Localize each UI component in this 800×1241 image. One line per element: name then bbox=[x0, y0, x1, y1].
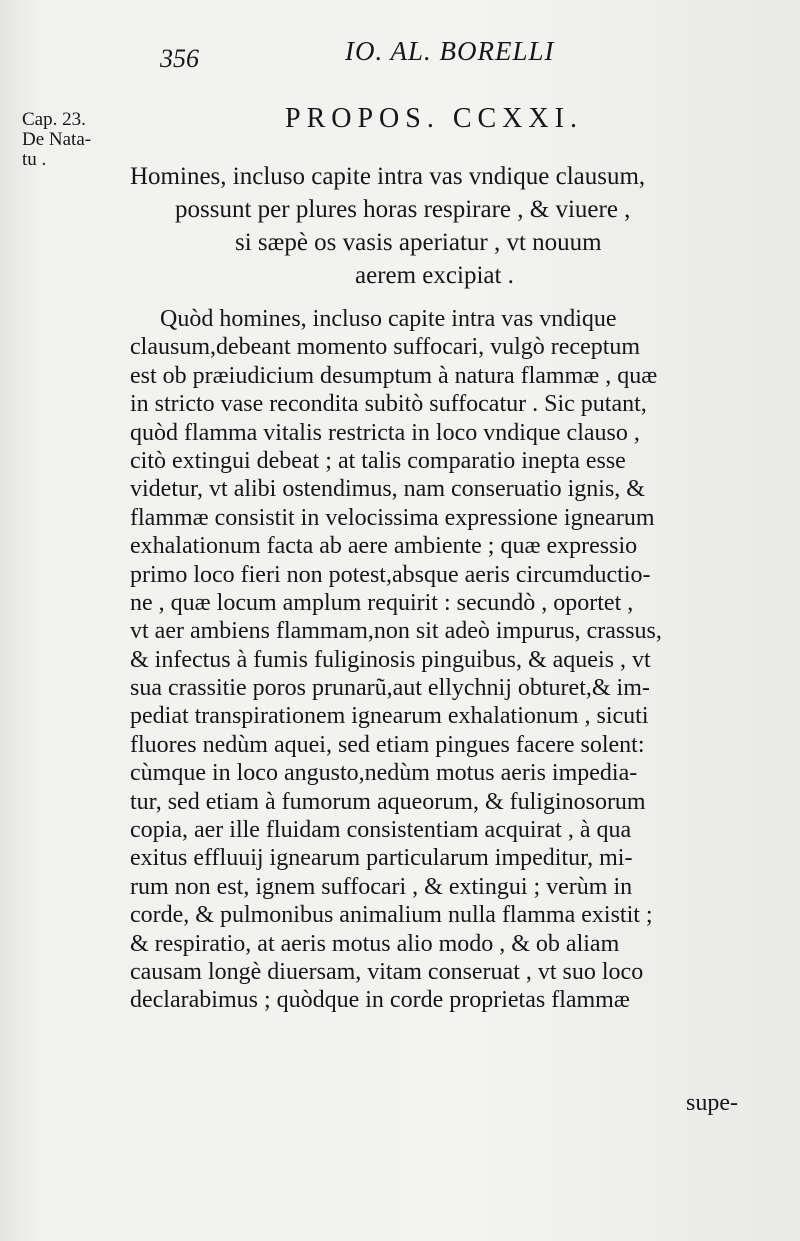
body-line: cùmque in loco angusto,nedùm motus aeris impedia- bbox=[130, 760, 638, 787]
body-line: est ob præiudicium desumptum à natura flammæ , quæ bbox=[130, 362, 658, 389]
statement-line: possunt per plures horas respirare , & viuere , bbox=[175, 196, 631, 223]
body-line: ne , quæ locum amplum requirit : secundò , oportet , bbox=[130, 589, 634, 616]
body-line: corde, & pulmonibus animalium nulla flamma existit ; bbox=[130, 902, 653, 929]
catchword: supe- bbox=[686, 1090, 738, 1116]
body-line: copia, aer ille fluidam consistentiam acquirat , à qua bbox=[130, 817, 632, 844]
statement-line: aerem excipiat . bbox=[355, 262, 514, 289]
body-line: Quòd homines, incluso capite intra vas vndique bbox=[160, 306, 617, 332]
statement-line: Homines, incluso capite intra vas vndique clausum, bbox=[130, 163, 646, 190]
margin-note-line: Cap. 23. bbox=[22, 109, 86, 130]
body-line: primo loco fieri non potest,absque aeris circumductio- bbox=[130, 561, 651, 588]
body-line: exhalationum facta ab aere ambiente ; quæ expressio bbox=[130, 533, 638, 560]
proposition-statement bbox=[130, 160, 770, 292]
margin-note bbox=[22, 110, 132, 170]
body-line: exitus effluuij ignearum particularum impeditur, mi- bbox=[130, 845, 633, 872]
body-text bbox=[130, 305, 778, 1015]
body-line: clausum,debeant momento suffocari, vulgò receptum bbox=[130, 334, 641, 361]
body-line: pediat transpirationem ignearum exhalationum , sicuti bbox=[130, 703, 649, 730]
body-line: fluores nedùm aquei, sed etiam pingues facere solent: bbox=[130, 731, 645, 758]
proposition-heading: PROPOS. CCXXI. bbox=[285, 103, 583, 134]
statement-line: si sæpè os vasis aperiatur , vt nouum bbox=[235, 229, 602, 256]
body-line: flammæ consistit in velocissima expressione ignearum bbox=[130, 504, 655, 531]
page-number: 356 bbox=[160, 44, 199, 73]
margin-note-line: De Nata- bbox=[22, 129, 92, 150]
body-line: quòd flamma vitalis restricta in loco vndique clauso , bbox=[130, 419, 640, 446]
body-line: declarabimus ; quòdque in corde proprietas flammæ bbox=[130, 987, 630, 1014]
running-head: IO. AL. BORELLI bbox=[345, 36, 555, 66]
body-line: & infectus à fumis fuliginosis pinguibus, & aqueis , vt bbox=[130, 646, 651, 673]
body-line: in stricto vase recondita subitò suffocatur . Sic putant, bbox=[130, 391, 647, 418]
margin-note-line: tu . bbox=[22, 149, 47, 170]
body-line: citò extingui debeat ; at talis comparatio inepta esse bbox=[130, 447, 626, 474]
body-line: tur, sed etiam à fumorum aqueorum, & fuliginosorum bbox=[130, 788, 646, 815]
body-line: rum non est, ignem suffocari , & extingui ; verùm in bbox=[130, 873, 633, 900]
body-line: causam longè diuersam, vitam conseruat , vt suo loco bbox=[130, 958, 644, 985]
body-line: sua crassitie poros prunarũ,aut ellychnij obturet,& im- bbox=[130, 675, 650, 702]
body-line: videtur, vt alibi ostendimus, nam conseruatio ignis, & bbox=[130, 476, 645, 503]
body-line: vt aer ambiens flammam,non sit adeò impurus, crassus, bbox=[130, 618, 662, 645]
body-line: & respiratio, at aeris motus alio modo , & ob aliam bbox=[130, 930, 620, 957]
